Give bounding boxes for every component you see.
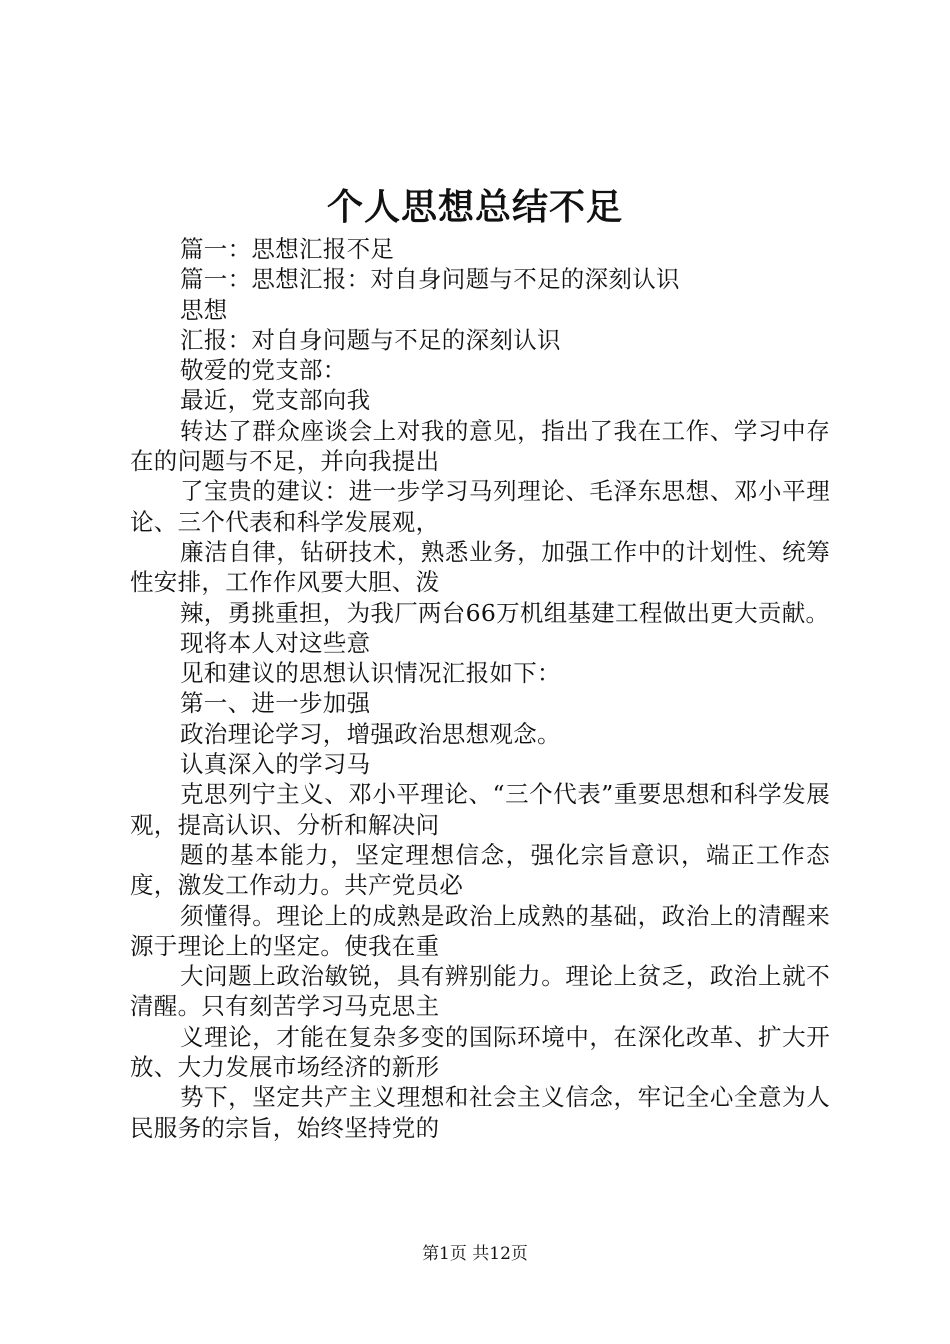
- paragraph: 最近，党支部向我: [180, 386, 371, 415]
- paragraph: 思想: [180, 295, 228, 324]
- paragraph: 廉洁自律，钻研技术，熟悉业务，加强工作中的计划性、统筹性安排，工作作风要大胆、泼: [130, 537, 830, 597]
- paragraph: 须懂得。理论上的成熟是政治上成熟的基础，政治上的清醒来源于理论上的坚定。使我在重: [130, 901, 830, 960]
- paragraph: 篇一：思想汇报：对自身问题与不足的深刻认识: [180, 265, 680, 294]
- document-title: 个人思想总结不足: [326, 186, 623, 228]
- paragraph: 政治理论学习，增强政治思想观念。: [180, 719, 561, 748]
- paragraph: 题的基本能力，坚定理想信念，强化宗旨意识，端正工作态度，激发工作动力。共产党员必: [130, 840, 830, 900]
- paragraph: 了宝贵的建议：进一步学习马列理论、毛泽东思想、邓小平理论、三个代表和科学发展观，: [130, 477, 830, 536]
- paragraph: 认真深入的学习马: [180, 750, 371, 779]
- paragraph: 势下，坚定共产主义理想和社会主义信念，牢记全心全意为人民服务的宗旨，始终坚持党的: [130, 1083, 830, 1142]
- paragraph: 汇报：对自身问题与不足的深刻认识: [180, 325, 561, 354]
- paragraph: 辣，勇挑重担，为我厂两台66万机组基建工程做出更大贡献。: [180, 598, 830, 627]
- document-body: [130, 234, 830, 1143]
- paragraph: 见和建议的思想认识情况汇报如下：: [180, 659, 561, 688]
- page-footer: 第1页 共12页: [422, 1244, 528, 1264]
- paragraph: 敬爱的党支部：: [180, 356, 347, 385]
- paragraph: 义理论，才能在复杂多变的国际环境中，在深化改革、扩大开放、大力发展市场经济的新形: [130, 1022, 830, 1082]
- paragraph: 篇一：思想汇报不足: [180, 235, 395, 263]
- paragraph: 转达了群众座谈会上对我的意见，指出了我在工作、学习中存在的问题与不足，并向我提出: [130, 416, 830, 476]
- paragraph: 现将本人对这些意: [180, 628, 371, 657]
- paragraph: 大问题上政治敏锐，具有辨别能力。理论上贫乏，政治上就不清醒。只有刻苦学习马克思主: [130, 962, 830, 1021]
- paragraph: 克思列宁主义、邓小平理论、“三个代表”重要思想和科学发展观，提高认识、分析和解决问: [130, 780, 830, 839]
- paragraph: 第一、进一步加强: [180, 689, 371, 718]
